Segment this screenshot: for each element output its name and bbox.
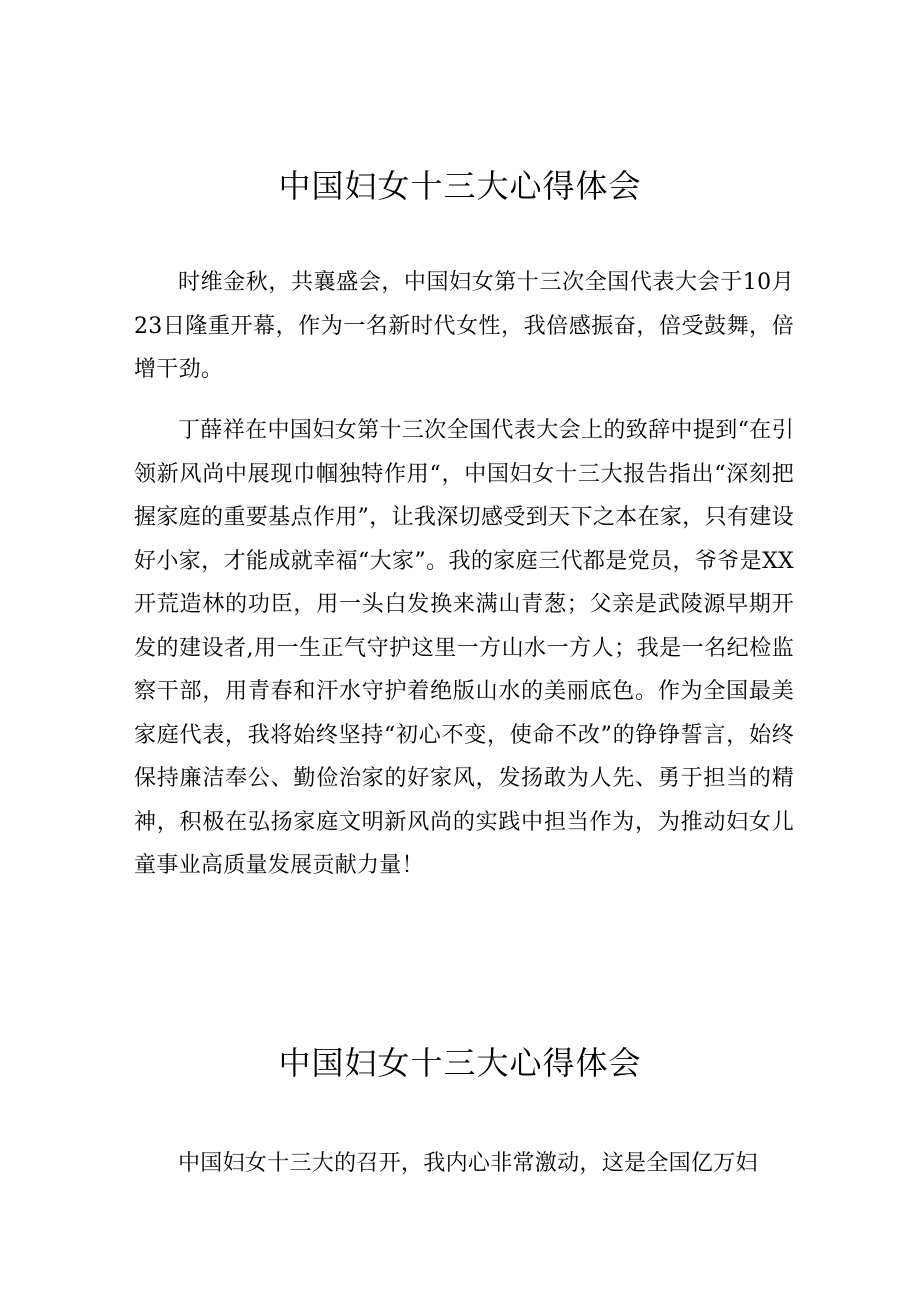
section-1-paragraph-2: 丁薛祥在中国妇女第十三次全国代表大会上的致辞中提到“在引领新风尚中展现巾帼独特作用“，中国妇女十三大报告指出“深刻把握家庭的重要基点作用”，让我深切感受到天下之本在家，只有建设好小家，才能成就幸福“大家”。我的家庭三代都是党员，爷爷是XX开荒造林的功臣，用一头白发换来满山青葱；父亲是武陵源早期开发的建设者,用一生正气守护这里一方山水一方人；我是一名纪检监察干部，用青春和汗水守护着绝版山水的美丽底色。作为全国最美家庭代表，我将始终坚持“初心不变，使命不改”的铮铮誓言，始终保持廉洁奉公、勤俭治家的好家风，发扬敢为人先、勇于担当的精神，积极在弘扬家庭文明新风尚的实践中担当作为，为推动妇女儿童事业高质量发展贡献力量！ — [134, 418, 794, 878]
section-2-title: 中国妇女十三大心得体会 — [278, 1044, 642, 1082]
section-1-paragraph-1: 时维金秋，共襄盛会，中国妇女第十三次全国代表大会于10月23日隆重开幕，作为一名新时代女性，我倍感振奋，倍受鼓舞，倍增干劲。 — [134, 270, 794, 382]
section-2-paragraph-1: 中国妇女十三大的召开，我内心非常激动，这是全国亿万妇 — [178, 1151, 758, 1176]
section-1-title: 中国妇女十三大心得体会 — [278, 167, 642, 205]
